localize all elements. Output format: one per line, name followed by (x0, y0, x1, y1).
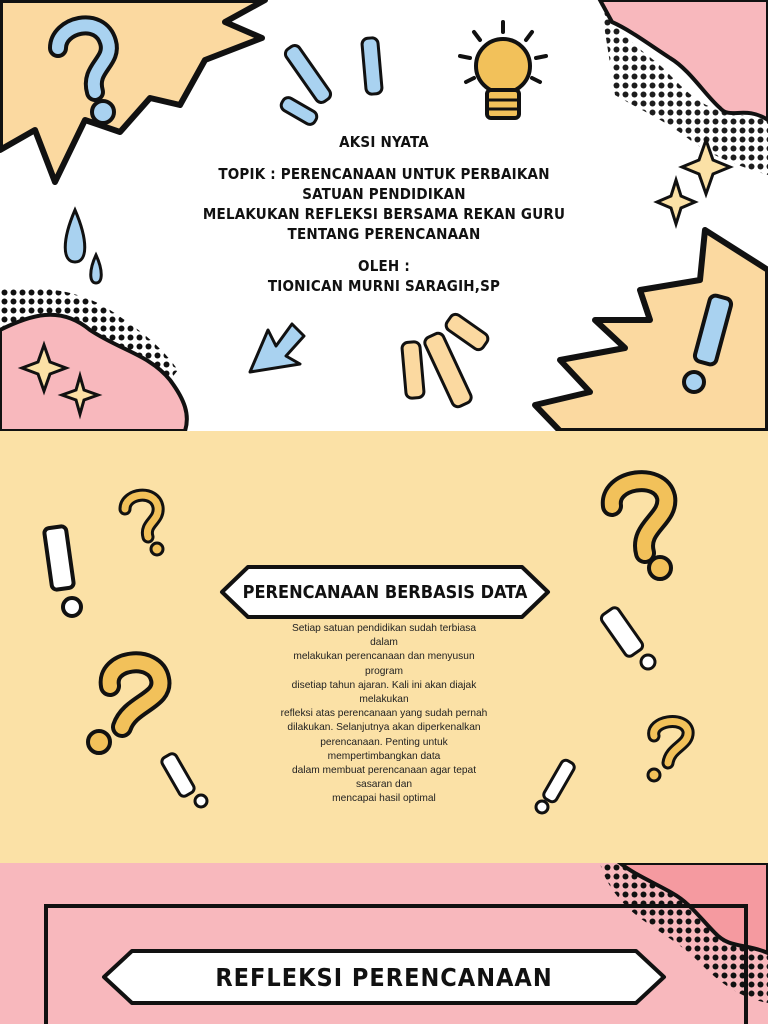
body-line: dalam membuat perencanaan agar tepat (291, 765, 477, 777)
body-line: mempertimbangkan data (327, 750, 441, 762)
body-line: refleksi atas perencanaan yang sudah pernah (280, 708, 488, 720)
slide-perencanaan-berbasis-data (0, 431, 768, 863)
author-name: TIONICAN MURNI SARAGIH,SP (267, 277, 501, 295)
body-line: melakukan (359, 694, 409, 706)
section-heading: REFLEKSI PERENCANAAN (215, 962, 553, 992)
drop-icon (65, 210, 101, 283)
lightbulb-icon (460, 22, 546, 118)
body-line: mencapai hasil optimal (332, 793, 436, 805)
body-line: Setiap satuan pendidikan sudah terbiasa (291, 623, 477, 634)
title-line: MELAKUKAN REFLEKSI BERSAMA REKAN GURU (202, 205, 566, 223)
body-line: dalam (370, 637, 398, 649)
title-text-block (170, 132, 598, 296)
slide-title (0, 0, 768, 431)
body-paragraph (258, 622, 510, 807)
body-line: program (365, 665, 403, 677)
body-line: sasaran dan (355, 779, 413, 791)
title-line: SATUAN PENDIDIKAN (302, 185, 466, 203)
body-line: dilakukan. Selanjutnya akan diperkenalkan (287, 722, 481, 734)
slide-refleksi-perencanaan (0, 863, 768, 1024)
body-line: perencanaan. Penting untuk (320, 736, 448, 748)
body-line: disetiap tahun ajaran. Kali ini akan diajak (291, 679, 477, 691)
emphasis-strokes-icon (279, 37, 382, 126)
title-line: AKSI NYATA (339, 133, 429, 151)
title-line: OLEH : (358, 257, 410, 275)
emphasis-strokes-icon (402, 312, 491, 409)
body-line: melakukan perencanaan dan menyusun (293, 651, 475, 663)
title-line: TENTANG PERENCANAAN (287, 225, 481, 243)
arrow-icon (250, 324, 304, 372)
section-heading: PERENCANAAN BERBASIS DATA (242, 581, 528, 603)
title-line: TOPIK : PERENCANAAN UNTUK PERBAIKAN (218, 165, 550, 183)
